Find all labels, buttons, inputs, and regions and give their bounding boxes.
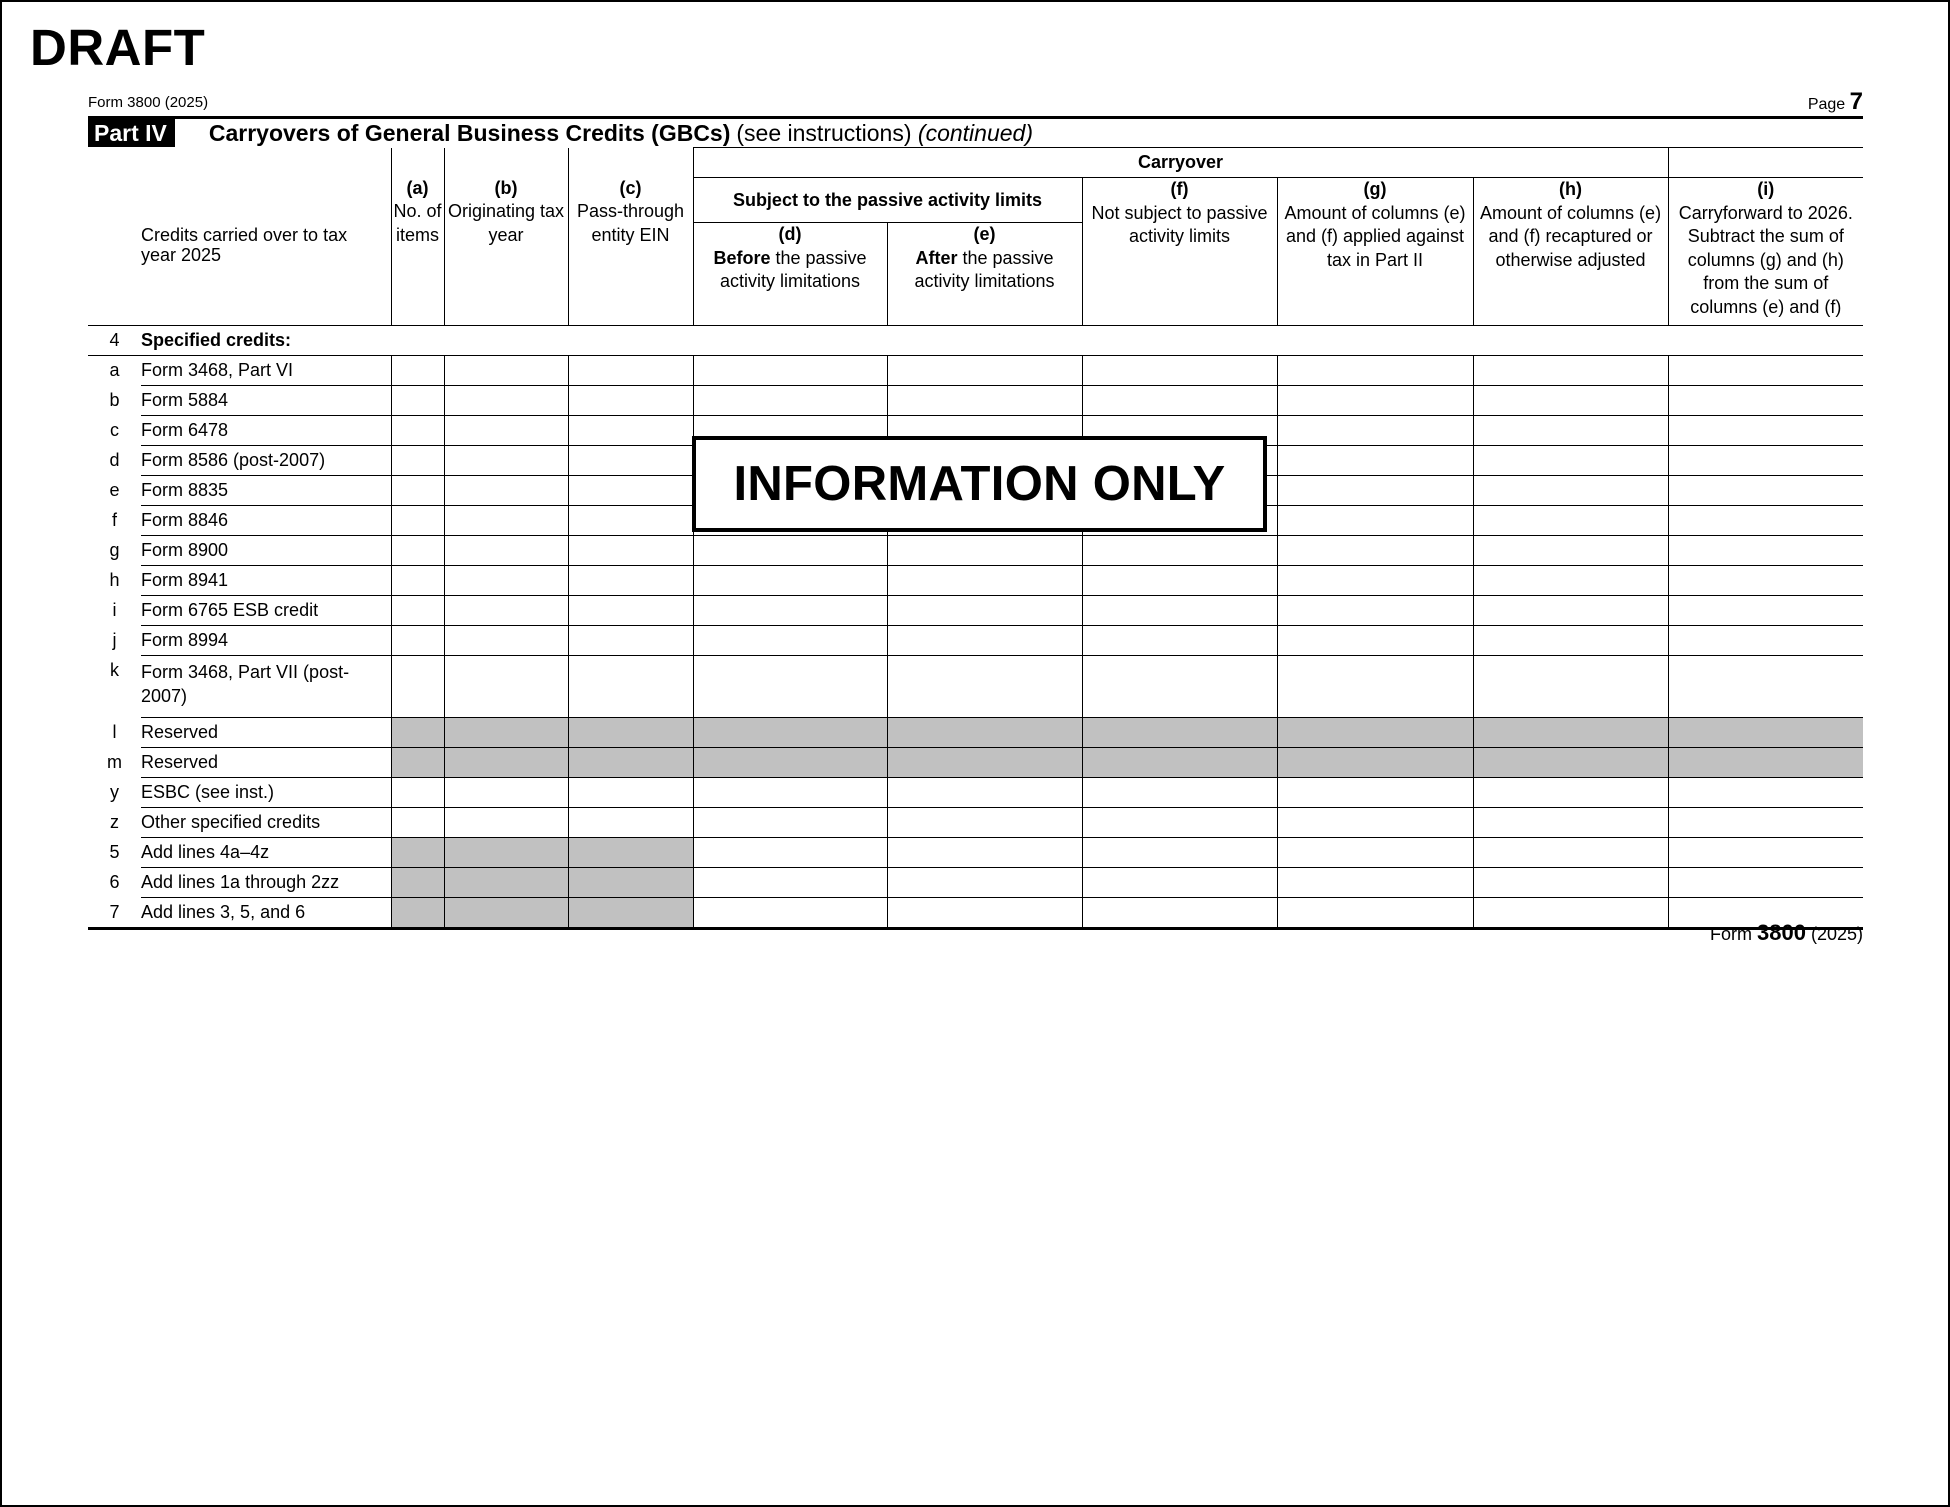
cell-col-c[interactable] — [568, 476, 693, 506]
row-number: m — [107, 752, 122, 772]
cell-col-b — [444, 718, 568, 748]
cell-col-g[interactable] — [1277, 808, 1473, 838]
col-f-header — [1082, 178, 1277, 326]
cell-col-b — [444, 868, 568, 898]
cell-col-f — [1082, 326, 1277, 356]
cell-col-f[interactable] — [1082, 838, 1277, 868]
cell-col-c[interactable] — [568, 566, 693, 596]
table-row — [88, 838, 1863, 868]
cell-col-g[interactable] — [1277, 356, 1473, 386]
col-i-header — [1668, 178, 1863, 326]
row-number: g — [109, 540, 120, 560]
cell-col-f[interactable] — [1082, 626, 1277, 656]
col-a-letter: (a) — [406, 177, 429, 198]
cell-col-a[interactable] — [391, 626, 444, 656]
cell-col-e — [887, 748, 1082, 778]
cell-col-a[interactable] — [391, 536, 444, 566]
cell-col-i[interactable] — [1668, 656, 1863, 718]
form-header-id: Form 3800 (2025) — [88, 94, 209, 111]
row-number: 4 — [88, 326, 141, 356]
cell-col-i[interactable] — [1668, 868, 1863, 898]
col-a-header — [391, 148, 444, 326]
cell-col-b[interactable] — [444, 778, 568, 808]
cell-col-b[interactable] — [444, 386, 568, 416]
page-number — [1808, 88, 1863, 116]
carryover-table — [88, 147, 1863, 930]
table-row — [88, 356, 1863, 386]
row-number: z — [110, 812, 119, 832]
col-g-header — [1277, 178, 1473, 326]
cell-col-i[interactable] — [1668, 808, 1863, 838]
col-d-letter: (d) — [778, 224, 802, 244]
cell-col-h[interactable] — [1473, 778, 1668, 808]
cell-col-d[interactable] — [693, 808, 887, 838]
cell-col-i — [1668, 326, 1863, 356]
cell-col-f[interactable] — [1082, 656, 1277, 718]
cell-col-b — [444, 898, 568, 929]
cell-col-f — [1082, 718, 1277, 748]
cell-col-b[interactable] — [444, 656, 568, 718]
col-f-text: Not subject to passive activity limits — [1091, 202, 1268, 246]
form-footer — [1710, 920, 1863, 946]
cell-col-g[interactable] — [1277, 446, 1473, 476]
col-h-header — [1473, 178, 1668, 326]
cell-col-c[interactable] — [568, 506, 693, 536]
cell-col-b[interactable] — [444, 626, 568, 656]
draft-watermark: DRAFT — [30, 19, 206, 76]
cell-col-c — [568, 748, 693, 778]
cell-col-b[interactable] — [444, 808, 568, 838]
cell-col-c — [568, 718, 693, 748]
carryover-spacer — [1668, 148, 1863, 178]
cell-col-e[interactable] — [887, 626, 1082, 656]
cell-col-a[interactable] — [391, 356, 444, 386]
table-row — [88, 656, 1863, 718]
cell-col-c[interactable] — [568, 808, 693, 838]
cell-col-h[interactable] — [1473, 536, 1668, 566]
cell-col-b — [444, 748, 568, 778]
cell-col-i[interactable] — [1668, 506, 1863, 536]
cell-col-h[interactable] — [1473, 808, 1668, 838]
cell-col-i[interactable] — [1668, 596, 1863, 626]
col-h-text: Amount of columns (e) and (f) recaptured or otherwise adjusted — [1479, 202, 1662, 270]
cell-col-d[interactable] — [693, 596, 887, 626]
cell-col-i[interactable] — [1668, 626, 1863, 656]
cell-col-h[interactable] — [1473, 446, 1668, 476]
cell-col-a[interactable] — [391, 656, 444, 718]
cell-col-a — [391, 898, 444, 929]
cell-col-b[interactable] — [444, 506, 568, 536]
row-label: Add lines 1a through 2zz — [141, 868, 391, 898]
col-h-letter: (h) — [1559, 179, 1583, 199]
cell-col-c[interactable] — [568, 536, 693, 566]
cell-col-f[interactable] — [1082, 386, 1277, 416]
cell-col-c — [568, 326, 693, 356]
cell-col-c[interactable] — [568, 386, 693, 416]
cell-col-b[interactable] — [444, 566, 568, 596]
part-tag: Part IV — [88, 119, 175, 147]
col-i-text: Carryforward to 2026. Subtract the sum of columns (g) and (h) from the sum of columns (e) and (f) — [1678, 202, 1853, 317]
cell-col-e[interactable] — [887, 838, 1082, 868]
cell-col-a — [391, 326, 444, 356]
col-e-letter: (e) — [973, 224, 996, 244]
row-number: b — [109, 390, 120, 410]
cell-col-e[interactable] — [887, 566, 1082, 596]
table-row — [88, 718, 1863, 748]
cell-col-b — [444, 326, 568, 356]
part-see-instructions: (see instructions) — [736, 119, 912, 146]
col-b-letter: (b) — [494, 177, 518, 198]
cell-col-a[interactable] — [391, 476, 444, 506]
cell-col-b[interactable] — [444, 476, 568, 506]
cell-col-g — [1277, 748, 1473, 778]
table-row — [88, 898, 1863, 929]
col-e-header — [887, 223, 1082, 326]
row-number: a — [109, 360, 120, 381]
cell-col-d — [693, 718, 887, 748]
cell-col-i[interactable] — [1668, 476, 1863, 506]
cell-col-e[interactable] — [887, 808, 1082, 838]
row-number: j — [112, 630, 117, 650]
cell-col-b[interactable] — [444, 596, 568, 626]
cell-col-a[interactable] — [391, 416, 444, 446]
row-number: d — [109, 450, 120, 470]
row-label: Form 8846 — [141, 506, 391, 536]
footer-year: (2025) — [1810, 924, 1863, 944]
cell-col-f[interactable] — [1082, 808, 1277, 838]
table-row — [88, 536, 1863, 566]
cell-col-i[interactable] — [1668, 778, 1863, 808]
cell-col-h[interactable] — [1473, 626, 1668, 656]
cell-col-d[interactable] — [693, 536, 887, 566]
cell-col-c — [568, 898, 693, 929]
cell-col-a — [391, 718, 444, 748]
cell-col-h[interactable] — [1473, 566, 1668, 596]
cell-col-g[interactable] — [1277, 898, 1473, 929]
row-label: Reserved — [141, 748, 391, 778]
page-label: Page — [1807, 96, 1846, 113]
row-number: y — [110, 782, 119, 802]
row-number: c — [110, 420, 119, 440]
cell-col-h — [1473, 748, 1668, 778]
cell-col-f[interactable] — [1082, 566, 1277, 596]
passive-limits-header: Subject to the passive activity limits — [693, 178, 1082, 223]
cell-col-d[interactable] — [693, 868, 887, 898]
cell-col-a[interactable] — [391, 566, 444, 596]
cell-col-i[interactable] — [1668, 356, 1863, 386]
table-row — [88, 566, 1863, 596]
table-row — [88, 386, 1863, 416]
cell-col-a[interactable] — [391, 808, 444, 838]
cell-col-h[interactable] — [1473, 596, 1668, 626]
cell-col-e[interactable] — [887, 536, 1082, 566]
col-e-bold: After — [915, 247, 958, 268]
cell-col-d[interactable] — [693, 898, 887, 929]
row-label: Form 3468, Part VI — [141, 356, 391, 386]
cell-col-h[interactable] — [1473, 868, 1668, 898]
row-label: Form 6765 ESB credit — [141, 596, 391, 626]
cell-col-i[interactable] — [1668, 446, 1863, 476]
cell-col-h[interactable] — [1473, 416, 1668, 446]
cell-col-d — [693, 326, 887, 356]
part-continued: (continued) — [917, 119, 1033, 146]
cell-col-h[interactable] — [1473, 386, 1668, 416]
cell-col-a — [391, 838, 444, 868]
cell-col-c[interactable] — [568, 778, 693, 808]
col-label-text: Credits carried over to tax year 2025 — [141, 224, 348, 265]
cell-col-i[interactable] — [1668, 386, 1863, 416]
cell-col-g[interactable] — [1277, 386, 1473, 416]
row-number: 7 — [88, 898, 141, 929]
cell-col-a — [391, 748, 444, 778]
cell-col-c[interactable] — [568, 656, 693, 718]
row-number: l — [112, 722, 117, 742]
footer-prefix: Form — [1709, 924, 1752, 944]
cell-col-e — [887, 718, 1082, 748]
col-d-header — [693, 223, 887, 326]
cell-col-d[interactable] — [693, 566, 887, 596]
information-only-stamp: INFORMATION ONLY — [692, 436, 1267, 532]
row-number: i — [112, 600, 117, 620]
col-c-letter: (c) — [619, 177, 642, 198]
col-a-text: No. of items — [393, 201, 442, 245]
cell-col-g[interactable] — [1277, 536, 1473, 566]
row-number: e — [109, 480, 120, 500]
cell-col-a[interactable] — [391, 386, 444, 416]
cell-col-e[interactable] — [887, 596, 1082, 626]
col-d-text: the passive activity limitations — [719, 247, 867, 291]
cell-col-i[interactable] — [1668, 566, 1863, 596]
table-row — [88, 326, 1863, 356]
col-g-text: Amount of columns (e) and (f) applied against tax in Part II — [1284, 202, 1466, 270]
cell-col-h — [1473, 326, 1668, 356]
cell-col-c[interactable] — [568, 626, 693, 656]
cell-col-g[interactable] — [1277, 656, 1473, 718]
row-label: Specified credits: — [141, 326, 391, 356]
cell-col-g[interactable] — [1277, 868, 1473, 898]
row-number: 5 — [109, 842, 120, 862]
row-number: f — [111, 510, 117, 530]
cell-col-g[interactable] — [1277, 778, 1473, 808]
col-d-bold: Before — [713, 247, 771, 268]
cell-col-g[interactable] — [1277, 626, 1473, 656]
row-label: Form 8994 — [141, 626, 391, 656]
row-label: Add lines 3, 5, and 6 — [141, 898, 391, 929]
col-c-header — [568, 148, 693, 326]
row-label: Form 5884 — [141, 386, 391, 416]
footer-form-num: 3800 — [1757, 920, 1806, 945]
cell-col-i[interactable] — [1668, 416, 1863, 446]
col-f-letter: (f) — [1170, 179, 1189, 199]
row-label: Form 8835 — [141, 476, 391, 506]
cell-col-h[interactable] — [1473, 506, 1668, 536]
col-label-header — [88, 148, 391, 326]
cell-col-e[interactable] — [887, 778, 1082, 808]
cell-col-a[interactable] — [391, 446, 444, 476]
page-num: 7 — [1849, 88, 1863, 115]
col-c-text: Pass-through entity EIN — [576, 201, 685, 245]
cell-col-f[interactable] — [1082, 898, 1277, 929]
cell-col-g[interactable] — [1277, 506, 1473, 536]
cell-col-e[interactable] — [887, 868, 1082, 898]
cell-col-i — [1668, 748, 1863, 778]
cell-col-a[interactable] — [391, 778, 444, 808]
row-label: Form 3468, Part VII (post-2007) — [141, 656, 391, 718]
cell-col-h[interactable] — [1473, 838, 1668, 868]
cell-col-e — [887, 326, 1082, 356]
table-row — [88, 596, 1863, 626]
cell-col-h[interactable] — [1473, 356, 1668, 386]
cell-col-f[interactable] — [1082, 778, 1277, 808]
cell-col-f[interactable] — [1082, 868, 1277, 898]
cell-col-a[interactable] — [391, 506, 444, 536]
cell-col-d[interactable] — [693, 656, 887, 718]
cell-col-d[interactable] — [693, 778, 887, 808]
cell-col-f[interactable] — [1082, 356, 1277, 386]
col-i-letter: (i) — [1757, 179, 1775, 199]
table-row — [88, 868, 1863, 898]
table-row — [88, 808, 1863, 838]
part-title — [88, 119, 1033, 147]
col-b-header — [444, 148, 568, 326]
cell-col-g — [1277, 718, 1473, 748]
table-row — [88, 748, 1863, 778]
cell-col-c — [568, 868, 693, 898]
row-number: 6 — [109, 872, 120, 892]
row-label: Reserved — [141, 718, 391, 748]
table-row — [88, 778, 1863, 808]
table-row — [88, 626, 1863, 656]
row-number: h — [109, 570, 120, 590]
cell-col-d[interactable] — [693, 838, 887, 868]
col-g-letter: (g) — [1363, 179, 1387, 199]
row-label: Form 8900 — [141, 536, 391, 566]
row-label: Add lines 4a–4z — [141, 838, 391, 868]
col-b-text: Originating tax year — [447, 201, 565, 245]
row-label: ESBC (see inst.) — [141, 778, 391, 808]
cell-col-i — [1668, 718, 1863, 748]
cell-col-c[interactable] — [568, 416, 693, 446]
row-label: Form 8586 (post-2007) — [141, 446, 391, 476]
cell-col-a — [391, 868, 444, 898]
row-number: k — [110, 659, 119, 680]
cell-col-g[interactable] — [1277, 476, 1473, 506]
cell-col-c[interactable] — [568, 446, 693, 476]
cell-col-c — [568, 838, 693, 868]
cell-col-e[interactable] — [887, 386, 1082, 416]
cell-col-g[interactable] — [1277, 566, 1473, 596]
cell-col-h[interactable] — [1473, 898, 1668, 929]
col-e-text: the passive activity limitations — [914, 247, 1055, 291]
cell-col-b[interactable] — [444, 536, 568, 566]
row-label: Form 6478 — [141, 416, 391, 446]
cell-col-d[interactable] — [693, 626, 887, 656]
cell-col-b[interactable] — [444, 416, 568, 446]
cell-col-c[interactable] — [568, 356, 693, 386]
cell-col-e[interactable] — [887, 356, 1082, 386]
row-label: Other specified credits — [141, 808, 391, 838]
cell-col-d — [693, 748, 887, 778]
cell-col-b — [444, 838, 568, 868]
cell-col-b[interactable] — [444, 446, 568, 476]
part-heading: Carryovers of General Business Credits (GBCs) — [208, 119, 731, 146]
cell-col-a[interactable] — [391, 596, 444, 626]
cell-col-h[interactable] — [1473, 476, 1668, 506]
cell-col-f[interactable] — [1082, 536, 1277, 566]
cell-col-f — [1082, 748, 1277, 778]
cell-col-h[interactable] — [1473, 656, 1668, 718]
cell-col-g — [1277, 326, 1473, 356]
cell-col-d[interactable] — [693, 356, 887, 386]
cell-col-i[interactable] — [1668, 536, 1863, 566]
cell-col-e[interactable] — [887, 656, 1082, 718]
cell-col-d[interactable] — [693, 386, 887, 416]
carryover-header: Carryover — [693, 148, 1668, 178]
cell-col-f[interactable] — [1082, 596, 1277, 626]
cell-col-h — [1473, 718, 1668, 748]
cell-col-b[interactable] — [444, 356, 568, 386]
cell-col-c[interactable] — [568, 596, 693, 626]
cell-col-e[interactable] — [887, 898, 1082, 929]
cell-col-g[interactable] — [1277, 838, 1473, 868]
part-note — [736, 120, 1033, 147]
cell-col-i[interactable] — [1668, 838, 1863, 868]
row-label: Form 8941 — [141, 566, 391, 596]
cell-col-g[interactable] — [1277, 416, 1473, 446]
cell-col-g[interactable] — [1277, 596, 1473, 626]
